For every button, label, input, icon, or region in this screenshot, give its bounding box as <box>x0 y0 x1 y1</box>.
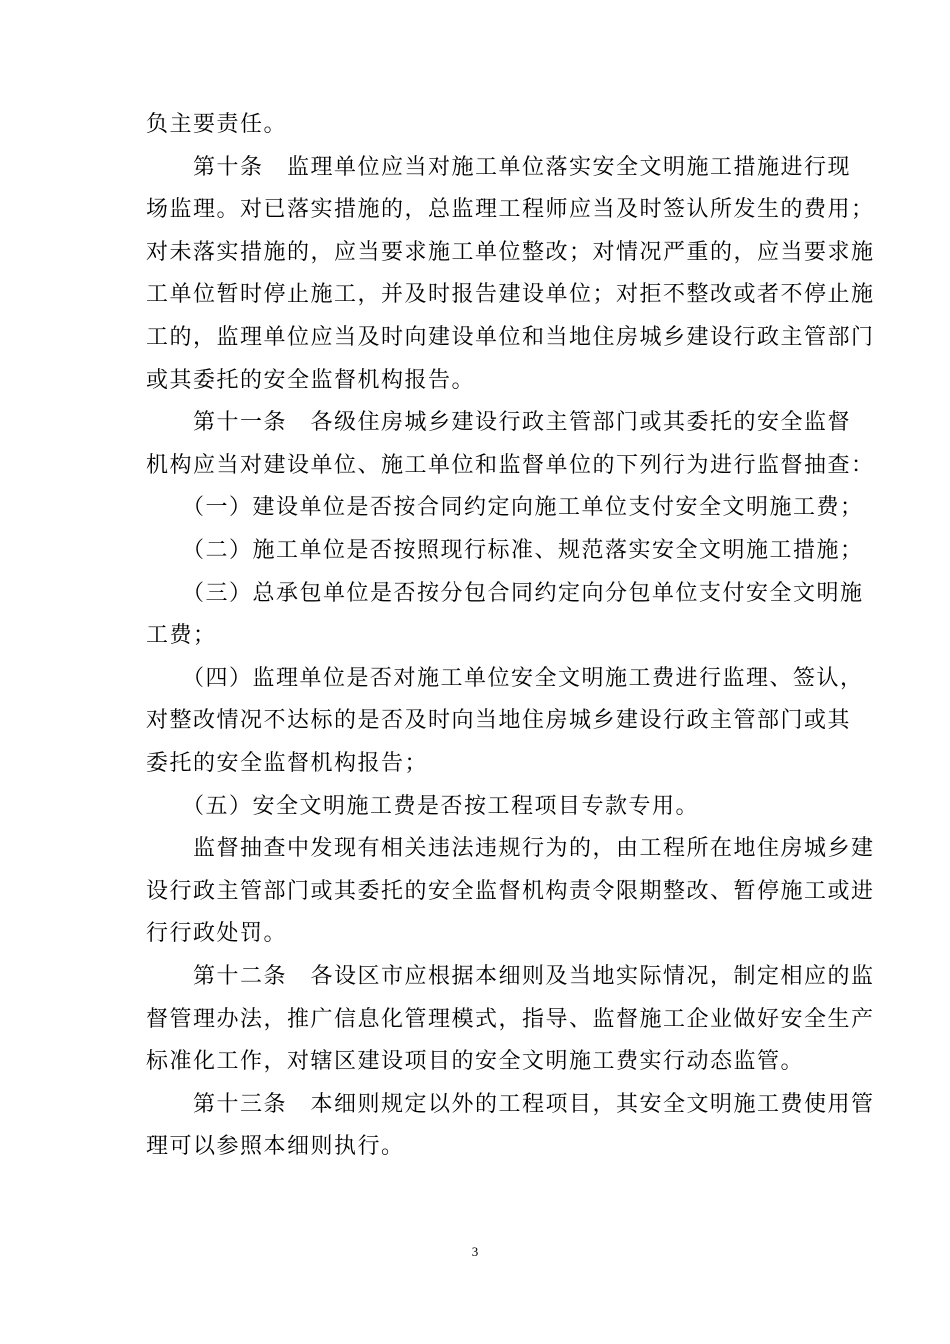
text-line: 对未落实措施的，应当要求施工单位整改；对情况严重的，应当要求施 <box>146 240 875 265</box>
text-line: 负主要责任。 <box>146 112 288 137</box>
text-line: 委托的安全监督机构报告； <box>146 751 429 776</box>
text-line: （四）监理单位是否对施工单位安全文明施工费进行监理、签认， <box>146 666 864 691</box>
text-line: （一）建设单位是否按合同约定向施工单位支付安全文明施工费； <box>146 495 864 520</box>
text-line: 第十二条 各设区市应根据本细则及当地实际情况，制定相应的监 <box>146 964 875 989</box>
text-line: 场监理。对已落实措施的，总监理工程师应当及时签认所发生的费用； <box>146 197 875 222</box>
text-line: 机构应当对建设单位、施工单位和监督单位的下列行为进行监督抽查： <box>146 453 875 478</box>
text-line: 工费； <box>146 623 217 648</box>
text-line: 或其委托的安全监督机构报告。 <box>146 368 476 393</box>
text-line: 标准化工作，对辖区建设项目的安全文明施工费实行动态监管。 <box>146 1049 805 1074</box>
text-line: （二）施工单位是否按照现行标准、规范落实安全文明施工措施； <box>146 538 864 563</box>
text-line: 对整改情况不达标的是否及时向当地住房城乡建设行政主管部门或其 <box>146 708 852 733</box>
text-line: （三）总承包单位是否按分包合同约定向分包单位支付安全文明施 <box>146 581 864 606</box>
page-number: 3 <box>471 1244 479 1259</box>
text-line: 督管理办法，推广信息化管理模式，指导、监督施工企业做好安全生产 <box>146 1007 875 1032</box>
text-line: 第十一条 各级住房城乡建设行政主管部门或其委托的安全监督 <box>146 410 852 435</box>
text-line: 行行政处罚。 <box>146 921 288 946</box>
text-line: 理可以参照本细则执行。 <box>146 1134 405 1159</box>
text-line: 设行政主管部门或其委托的安全监督机构责令限期整改、暂停施工或进 <box>146 879 875 904</box>
text-line: 第十三条 本细则规定以外的工程项目，其安全文明施工费使用管 <box>146 1092 875 1117</box>
text-line: 监督抽查中发现有相关违法违规行为的，由工程所在地住房城乡建 <box>146 836 875 861</box>
text-line: 工的，监理单位应当及时向建设单位和当地住房城乡建设行政主管部门 <box>146 325 875 350</box>
text-line: （五）安全文明施工费是否按工程项目专款专用。 <box>146 794 700 819</box>
text-line: 工单位暂时停止施工，并及时报告建设单位；对拒不整改或者不停止施 <box>146 282 875 307</box>
text-line: 第十条 监理单位应当对施工单位落实安全文明施工措施进行现 <box>146 155 852 180</box>
